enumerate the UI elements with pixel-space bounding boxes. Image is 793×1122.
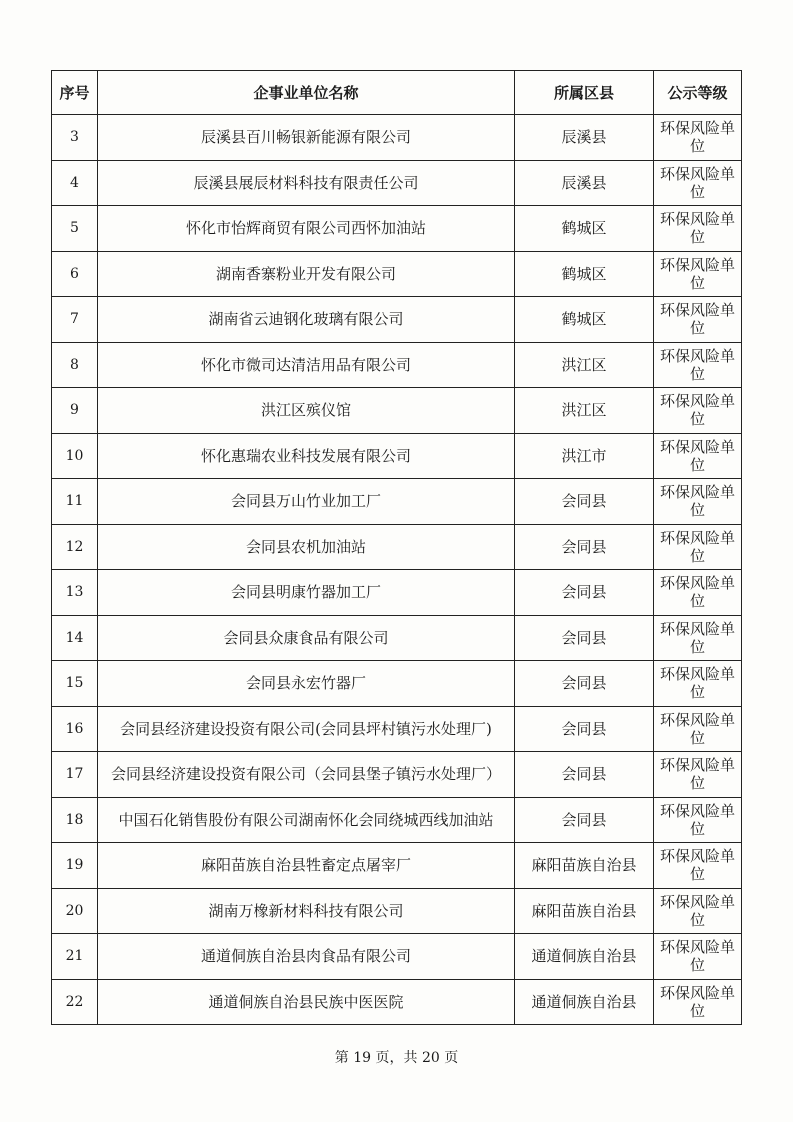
cell-no: 21 — [52, 934, 98, 980]
cell-name: 会同县经济建设投资有限公司（会同县堡子镇污水处理厂） — [98, 752, 515, 798]
cell-district: 会同县 — [515, 661, 654, 707]
table-row — [52, 615, 742, 661]
cell-name: 湖南省云迪钢化玻璃有限公司 — [98, 297, 515, 343]
cell-no: 8 — [52, 342, 98, 388]
cell-no: 9 — [52, 388, 98, 434]
table-row — [52, 752, 742, 798]
cell-name: 通道侗族自治县肉食品有限公司 — [98, 934, 515, 980]
cell-level: 环保风险单位 — [654, 297, 742, 343]
cell-district: 会同县 — [515, 615, 654, 661]
table-row — [52, 843, 742, 889]
table-row — [52, 797, 742, 843]
cell-no: 20 — [52, 888, 98, 934]
cell-district: 辰溪县 — [515, 115, 654, 161]
cell-no: 3 — [52, 115, 98, 161]
table-row — [52, 115, 742, 161]
cell-level: 环保风险单位 — [654, 479, 742, 525]
cell-level: 环保风险单位 — [654, 661, 742, 707]
cell-name: 湖南万橡新材料科技有限公司 — [98, 888, 515, 934]
table-row — [52, 342, 742, 388]
table-row — [52, 297, 742, 343]
header-name: 企事业单位名称 — [98, 71, 515, 115]
cell-level: 环保风险单位 — [654, 797, 742, 843]
cell-no: 10 — [52, 433, 98, 479]
cell-name: 洪江区殡仪馆 — [98, 388, 515, 434]
cell-name: 会同县众康食品有限公司 — [98, 615, 515, 661]
table-row — [52, 706, 742, 752]
cell-no: 11 — [52, 479, 98, 525]
cell-district: 辰溪县 — [515, 160, 654, 206]
table-row — [52, 251, 742, 297]
cell-level: 环保风险单位 — [654, 752, 742, 798]
cell-level: 环保风险单位 — [654, 524, 742, 570]
cell-name: 湖南香寨粉业开发有限公司 — [98, 251, 515, 297]
cell-level: 环保风险单位 — [654, 388, 742, 434]
table-row — [52, 888, 742, 934]
cell-district: 鹤城区 — [515, 251, 654, 297]
cell-name: 会同县永宏竹器厂 — [98, 661, 515, 707]
cell-no: 12 — [52, 524, 98, 570]
enterprise-table-container — [51, 70, 741, 1025]
table-row — [52, 433, 742, 479]
cell-no: 18 — [52, 797, 98, 843]
table-row — [52, 479, 742, 525]
cell-level: 环保风险单位 — [654, 934, 742, 980]
cell-level: 环保风险单位 — [654, 115, 742, 161]
cell-district: 会同县 — [515, 524, 654, 570]
cell-district: 麻阳苗族自治县 — [515, 888, 654, 934]
enterprise-table — [51, 70, 742, 1025]
cell-district: 洪江区 — [515, 342, 654, 388]
header-no: 序号 — [52, 71, 98, 115]
table-row — [52, 206, 742, 252]
cell-no: 6 — [52, 251, 98, 297]
cell-district: 会同县 — [515, 752, 654, 798]
cell-district: 洪江区 — [515, 388, 654, 434]
cell-district: 会同县 — [515, 479, 654, 525]
table-header-row — [52, 71, 742, 115]
cell-district: 会同县 — [515, 570, 654, 616]
cell-no: 4 — [52, 160, 98, 206]
cell-no: 7 — [52, 297, 98, 343]
cell-no: 13 — [52, 570, 98, 616]
cell-level: 环保风险单位 — [654, 888, 742, 934]
cell-level: 环保风险单位 — [654, 615, 742, 661]
table-row — [52, 524, 742, 570]
cell-level: 环保风险单位 — [654, 706, 742, 752]
cell-name: 怀化市微司达清洁用品有限公司 — [98, 342, 515, 388]
table-row — [52, 934, 742, 980]
cell-name: 会同县明康竹器加工厂 — [98, 570, 515, 616]
cell-level: 环保风险单位 — [654, 206, 742, 252]
cell-name: 会同县经济建设投资有限公司(会同县坪村镇污水处理厂) — [98, 706, 515, 752]
cell-district: 通道侗族自治县 — [515, 934, 654, 980]
cell-district: 麻阳苗族自治县 — [515, 843, 654, 889]
cell-district: 会同县 — [515, 706, 654, 752]
table-row — [52, 388, 742, 434]
cell-district: 洪江市 — [515, 433, 654, 479]
cell-name: 辰溪县展辰材料科技有限责任公司 — [98, 160, 515, 206]
cell-no: 19 — [52, 843, 98, 889]
cell-no: 15 — [52, 661, 98, 707]
cell-no: 17 — [52, 752, 98, 798]
cell-district: 鹤城区 — [515, 297, 654, 343]
header-district: 所属区县 — [515, 71, 654, 115]
cell-name: 会同县农机加油站 — [98, 524, 515, 570]
cell-name: 麻阳苗族自治县牲畜定点屠宰厂 — [98, 843, 515, 889]
cell-name: 中国石化销售股份有限公司湖南怀化会同绕城西线加油站 — [98, 797, 515, 843]
cell-level: 环保风险单位 — [654, 570, 742, 616]
page-number-footer: 第 19 页，共 20 页 — [334, 1050, 459, 1066]
cell-level: 环保风险单位 — [654, 342, 742, 388]
cell-district: 会同县 — [515, 797, 654, 843]
cell-no: 14 — [52, 615, 98, 661]
cell-name: 怀化市怡辉商贸有限公司西怀加油站 — [98, 206, 515, 252]
cell-no: 16 — [52, 706, 98, 752]
cell-district: 通道侗族自治县 — [515, 979, 654, 1025]
cell-name: 辰溪县百川畅银新能源有限公司 — [98, 115, 515, 161]
table-row — [52, 661, 742, 707]
table-row — [52, 979, 742, 1025]
cell-no: 5 — [52, 206, 98, 252]
cell-name: 怀化惠瑞农业科技发展有限公司 — [98, 433, 515, 479]
header-level: 公示等级 — [654, 71, 742, 115]
cell-no: 22 — [52, 979, 98, 1025]
cell-level: 环保风险单位 — [654, 843, 742, 889]
cell-level: 环保风险单位 — [654, 251, 742, 297]
table-row — [52, 160, 742, 206]
cell-district: 鹤城区 — [515, 206, 654, 252]
cell-name: 通道侗族自治县民族中医医院 — [98, 979, 515, 1025]
cell-level: 环保风险单位 — [654, 979, 742, 1025]
cell-name: 会同县万山竹业加工厂 — [98, 479, 515, 525]
table-row — [52, 570, 742, 616]
cell-level: 环保风险单位 — [654, 433, 742, 479]
cell-level: 环保风险单位 — [654, 160, 742, 206]
